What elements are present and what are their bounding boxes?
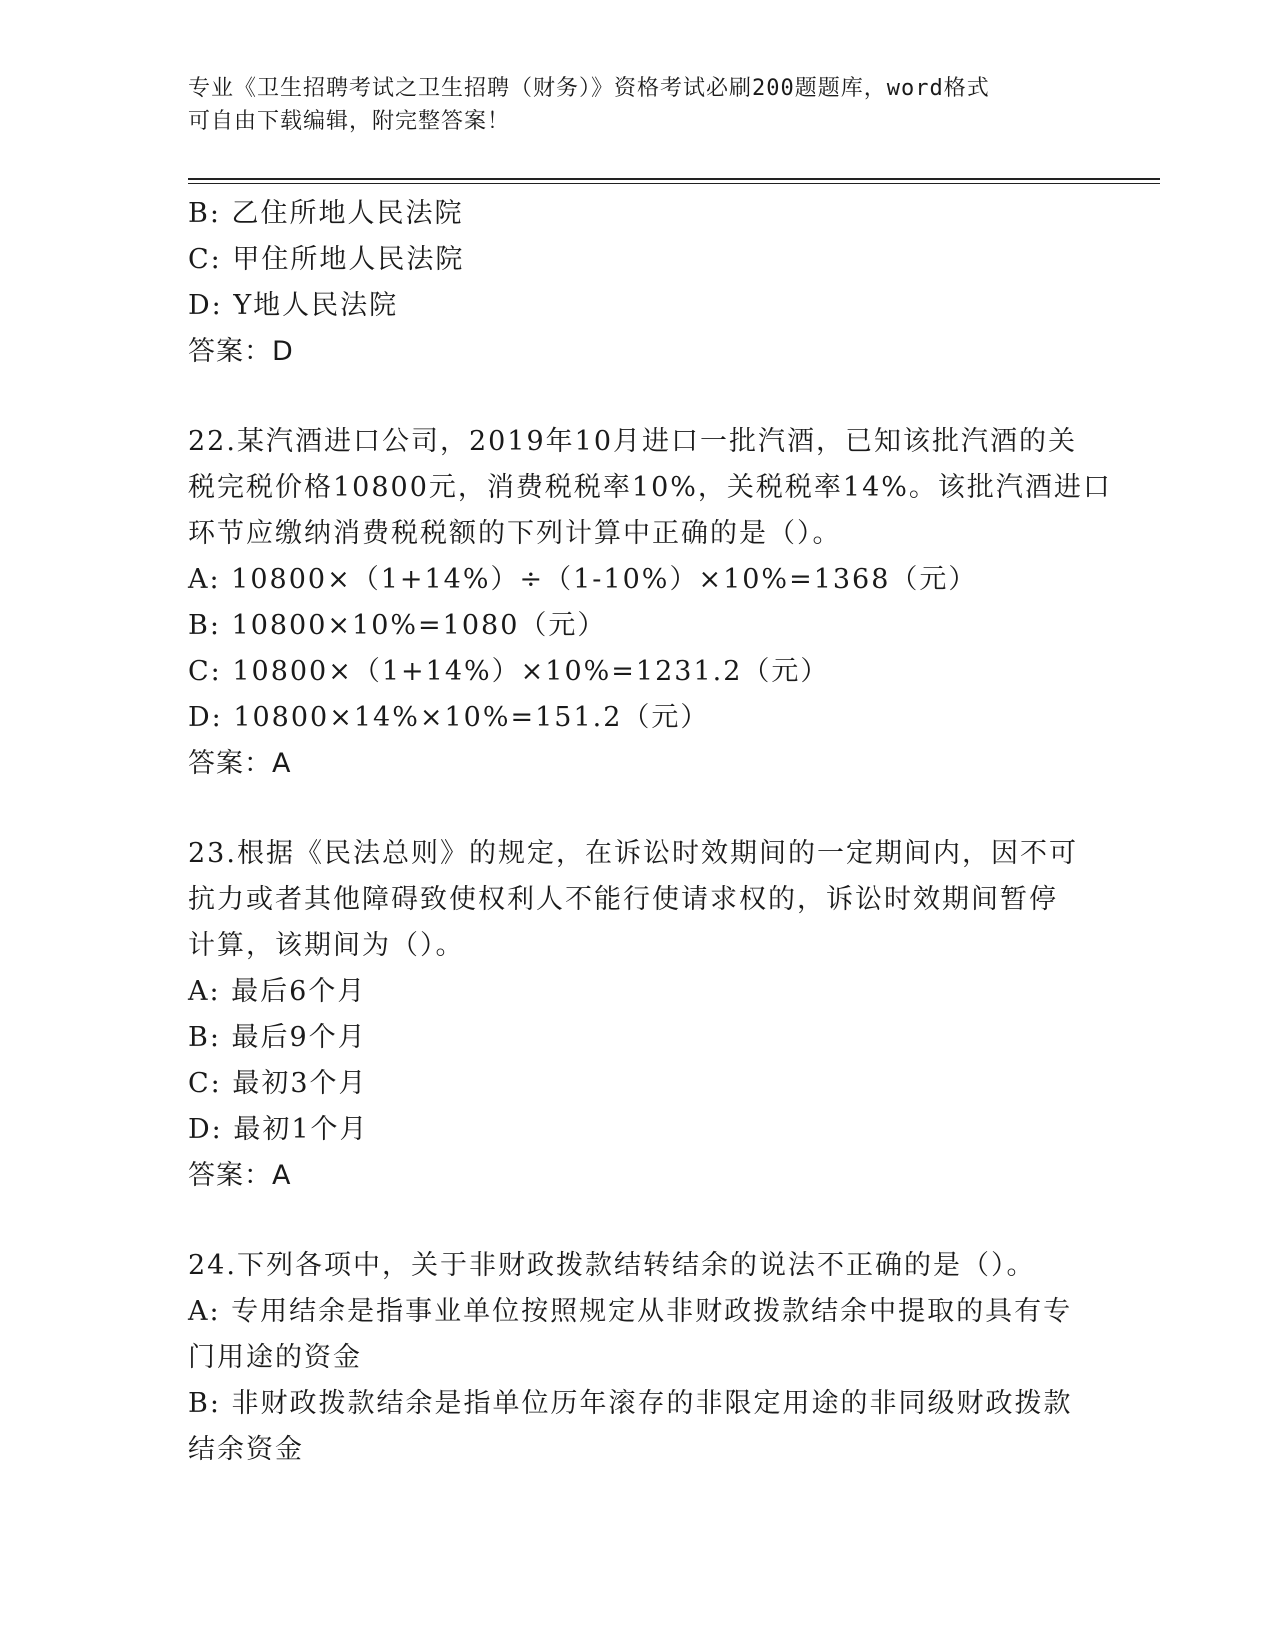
option-a: A: 专用结余是指事业单位按照规定从非财政拨款结余中提取的具有专	[188, 1296, 1073, 1327]
question-23	[188, 831, 1088, 1199]
option-d: D: 10800×14%×10%=151.2（元）	[188, 702, 710, 733]
option-a: A: 10800×（1+14%）÷（1-10%）×10%=1368（元）	[188, 564, 978, 595]
option-b: B: 非财政拨款结余是指单位历年滚存的非限定用途的非同级财政拨款	[188, 1388, 1073, 1419]
document-header	[188, 72, 1068, 138]
answer-line: 答案：A	[188, 748, 292, 779]
option-a: A: 最后6个月	[188, 976, 367, 1007]
question-list	[188, 191, 1112, 1473]
header-title-line-2: 可自由下载编辑，附完整答案！	[188, 109, 511, 134]
option-b: B: 10800×10%=1080（元）	[188, 610, 607, 641]
option-c: C: 10800×（1+14%）×10%=1231.2（元）	[188, 656, 830, 687]
question-22	[188, 419, 1112, 787]
answer-line: 答案：D	[188, 336, 294, 367]
question-stem-line: 23.根据《民法总则》的规定，在诉讼时效期间的一定期间内，因不可	[188, 838, 1078, 869]
question-stem-line: 环节应缴纳消费税税额的下列计算中正确的是（）。	[188, 518, 842, 549]
question-stem-line: 22.某汽酒进口公司，2019年10月进口一批汽酒，已知该批汽酒的关	[188, 426, 1078, 457]
option-d: D: Y地人民法院	[188, 290, 399, 321]
question-stem-line: 24.下列各项中，关于非财政拨款结转结余的说法不正确的是（）。	[188, 1250, 1036, 1281]
question-stem-line: 计算，该期间为（）。	[188, 930, 465, 961]
answer-line: 答案：A	[188, 1160, 292, 1191]
option-d: D: 最初1个月	[188, 1114, 369, 1145]
spacer	[188, 787, 1088, 831]
header-divider-thick	[188, 178, 1160, 180]
option-b: B: 最后9个月	[188, 1022, 367, 1053]
question-21-tail	[188, 191, 1088, 375]
option-b: B: 乙住所地人民法院	[188, 198, 464, 229]
option-c: C: 甲住所地人民法院	[188, 244, 465, 275]
spacer	[188, 375, 1088, 419]
option-a-continuation: 门用途的资金	[188, 1342, 362, 1373]
option-c: C: 最初3个月	[188, 1068, 368, 1099]
question-24	[188, 1243, 1088, 1473]
question-stem-line: 抗力或者其他障碍致使权利人不能行使请求权的，诉讼时效期间暂停	[188, 884, 1058, 915]
header-title-line-1: 专业《卫生招聘考试之卫生招聘（财务）》资格考试必刷200题题库，word格式	[188, 76, 990, 101]
question-stem-line: 税完税价格10800元，消费税税率10%，关税税率14%。该批汽酒进口	[188, 472, 1112, 503]
option-b-continuation: 结余资金	[188, 1434, 304, 1465]
header-divider-thin	[188, 183, 1160, 184]
spacer	[188, 1199, 1088, 1243]
